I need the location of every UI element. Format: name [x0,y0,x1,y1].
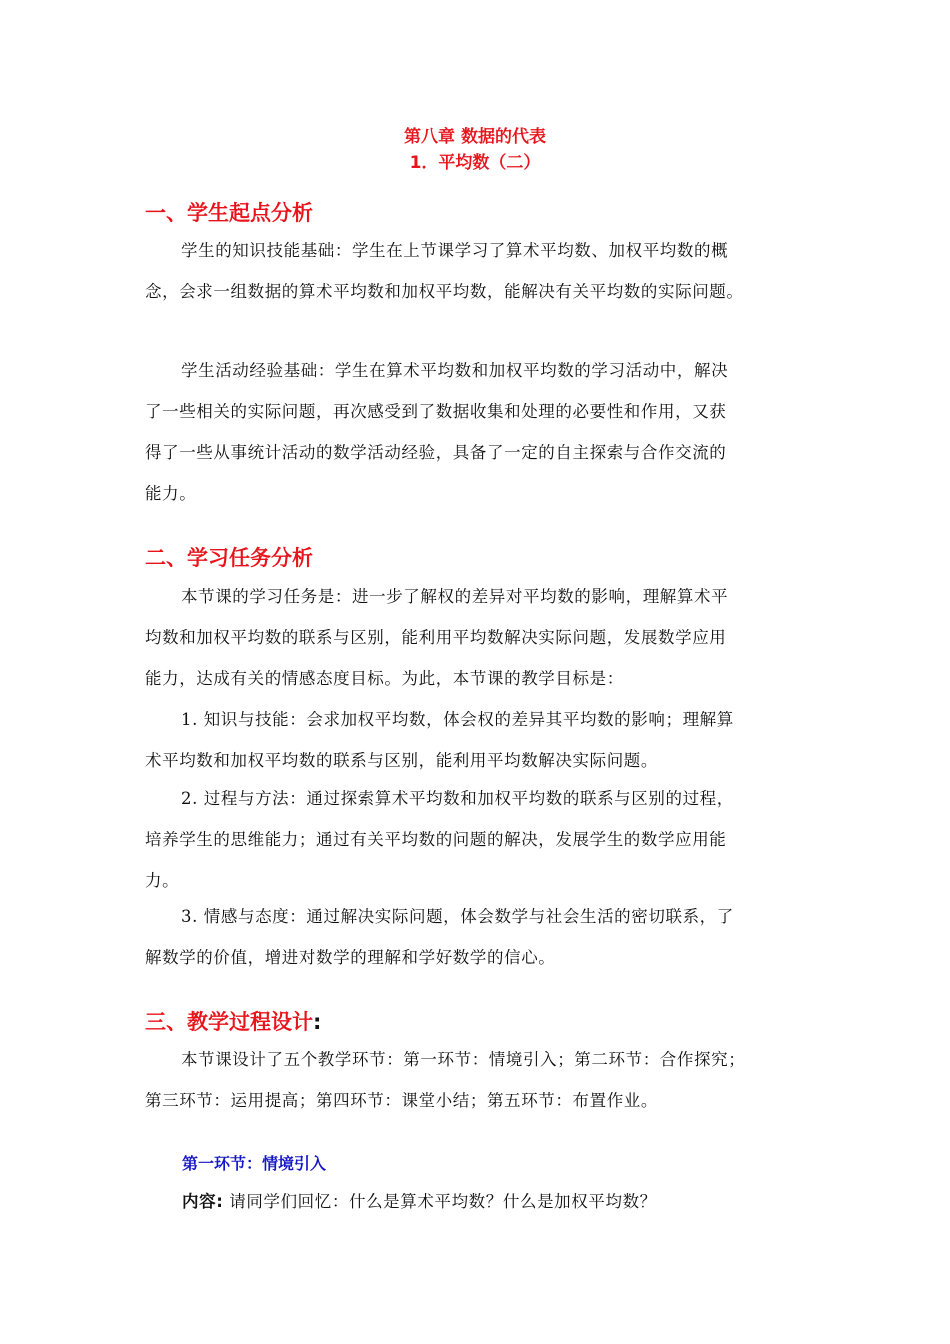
content-text: 请同学们回忆：什么是算术平均数？什么是加权平均数？ [229,1192,657,1211]
chapter-title: 第八章 数据的代表 [404,127,546,147]
text-line: 学生的知识技能基础：学生在上节课学习了算术平均数、加权平均数的概 [181,241,729,260]
text-line: 均数和加权平均数的联系与区别，能利用平均数解决实际问题，发展数学应用 [145,628,727,647]
paragraph-activity-basis [145,350,810,514]
text-line: 力。 [145,871,180,890]
paragraph-learning-task [145,576,810,699]
text-line: 了一些相关的实际问题，再次感受到了数据收集和处理的必要性和作用，又获 [145,402,727,421]
paragraph-teaching-steps [145,1039,810,1121]
text-line: 2. 过程与方法：通过探索算术平均数和加权平均数的联系与区别的过程， [181,789,734,808]
text-line: 第三环节：运用提高；第四环节：课堂小结；第五环节：布置作业。 [145,1091,658,1110]
section-heading-student-analysis: 一、学生起点分析 [145,201,313,225]
text-line: 术平均数和加权平均数的联系与区别，能利用平均数解决实际问题。 [145,751,658,770]
section-heading-teaching-process [145,1008,321,1036]
section-heading-text: 三、教学过程设计 [145,1010,313,1034]
text-line: 本节课的学习任务是：进一步了解权的差异对平均数的影响，理解算术平 [181,587,729,606]
goal-emotion-attitude [145,896,810,978]
text-line: 3. 情感与态度：通过解决实际问题，体会数学与社会生活的密切联系，了 [181,907,734,926]
section-heading-colon: : [313,1010,322,1034]
text-line: 得了一些从事统计活动的数学活动经验，具备了一定的自主探索与合作交流的 [145,443,727,462]
text-line: 解数学的价值，增进对数学的理解和学好数学的信心。 [145,948,556,967]
step1-content [182,1190,657,1214]
text-line: 学生活动经验基础：学生在算术平均数和加权平均数的学习活动中，解决 [181,361,729,380]
text-line: 能力。 [145,484,197,503]
text-line: 能力，达成有关的情感态度目标。为此，本节课的教学目标是： [145,669,624,688]
text-line: 本节课设计了五个教学环节：第一环节：情境引入；第二环节：合作探究； [181,1050,746,1069]
step1-heading: 第一环节：情境引入 [182,1154,327,1173]
text-line: 培养学生的思维能力；通过有关平均数的问题的解决，发展学生的数学应用能 [145,830,727,849]
paragraph-knowledge-basis [145,230,810,312]
lesson-title: 1．平均数（二） [409,153,541,173]
content-label: 内容: [182,1192,224,1211]
section-heading-task-analysis: 二、学习任务分析 [145,546,313,570]
text-line: 念，会求一组数据的算术平均数和加权平均数，能解决有关平均数的实际问题。 [145,282,744,301]
text-line: 1. 知识与技能：会求加权平均数，体会权的差异其平均数的影响；理解算 [181,710,734,729]
goal-process-methods [145,778,810,901]
goal-knowledge-skills [145,699,810,781]
